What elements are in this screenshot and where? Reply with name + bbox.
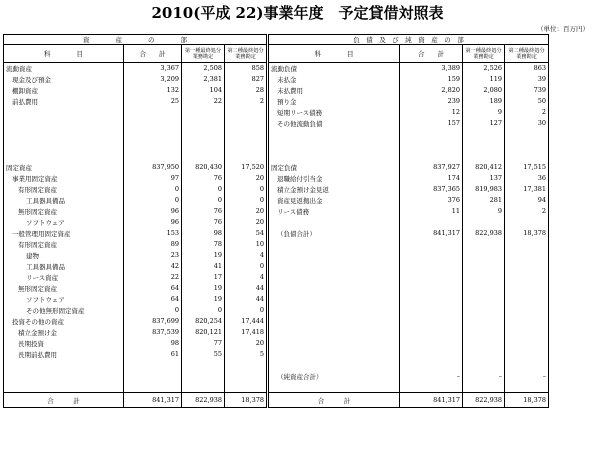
liab-sub1-value [463,217,505,228]
liab-sub1-value [463,261,505,272]
asset-item-label [4,360,124,371]
asset-total-value: 96 [124,217,182,228]
asset-total-value: 64 [124,283,182,294]
assets-grand-total: 841,317 [124,393,182,408]
asset-total-value: 97 [124,173,182,184]
liabilities-section-header: 負 債 及 び 純 資 産 の 部 [268,35,549,45]
liab-total-value [400,327,463,338]
asset-total-value: 89 [124,239,182,250]
liab-item-label: 退職給付引当金 [268,173,400,184]
asset-sub2-value [225,151,268,162]
liab-sub2-value [505,283,549,294]
asset-total-value: 22 [124,272,182,283]
asset-total-value: 837,699 [124,316,182,327]
table-row [4,382,549,393]
liab-sub2-value [505,327,549,338]
asset-item-label: 工具器具備品 [26,262,65,271]
asset-sub2-value: 44 [225,283,268,294]
column-header-row [4,45,549,63]
liab-total-value: 159 [400,74,463,85]
liab-total-value [400,360,463,371]
asset-item-label: リース資産 [26,273,59,282]
liab-item-label [268,129,400,140]
liab-item-label: 資産見返拠出金 [268,195,400,206]
asset-sub1-value: 2,508 [182,63,225,74]
assets-section-header: 資 産 の 部 [4,35,268,45]
liab-sub1-value [463,305,505,316]
liab-sub1-value [463,140,505,151]
asset-item-label: ソフトウェア [26,295,65,304]
liab-total-value [400,305,463,316]
liab-sub1-value: – [463,371,505,382]
liab-total-value [400,294,463,305]
liab-sub1-value [463,129,505,140]
asset-sub2-value: 20 [225,217,268,228]
liab-item-label: 積立金預け金見返 [268,184,400,195]
asset-sub1-value: 41 [182,261,225,272]
table-row [4,239,549,250]
asset-sub1-value: 22 [182,96,225,107]
liab-sub2-value [505,360,549,371]
asset-sub1-value: 19 [182,283,225,294]
liab-item-label: その他流動負債 [268,118,400,129]
table-row [4,195,549,206]
table-row [4,305,549,316]
liab-total-header: 合 計 [400,45,463,63]
asset-sub2-value: 10 [225,239,268,250]
liab-sub1-value [463,283,505,294]
asset-sub1-value: 104 [182,85,225,96]
page-title: 2010(平成 22)事業年度 予定貸借対照表 [151,4,444,22]
liab-sub2-value: – [505,371,549,382]
asset-total-value: 98 [124,338,182,349]
liab-item-label: 未払費用 [268,85,400,96]
asset-sub2-value: 54 [225,228,268,239]
liab-sub1-value: 819,983 [463,184,505,195]
liab-sub2-value [505,305,549,316]
liab-sub1-value: 127 [463,118,505,129]
asset-item-label [4,118,124,129]
asset-sub2-value: 17,520 [225,162,268,173]
liab-sub1-value [463,250,505,261]
table-row [4,261,549,272]
liab-item-label [268,151,400,162]
asset-sub2-value: 17,444 [225,316,268,327]
liab-total-value: 376 [400,195,463,206]
liab-sub1-value [463,382,505,393]
asset-sub1-value [182,107,225,118]
asset-sub2-value: 5 [225,349,268,360]
asset-total-value: 0 [124,195,182,206]
asset-sub1-value [182,360,225,371]
liab-sub1-header: 第一種最終処分業務勘定 [463,45,505,63]
liab-sub2-value: 2 [505,107,549,118]
liab-total-value [400,382,463,393]
liab-sub1-value [463,294,505,305]
liab-total-value [400,250,463,261]
liab-grand-total: 841,317 [400,393,463,408]
asset-item-label: 長期前払費用 [18,350,57,359]
table-row [4,96,549,107]
table-row [4,85,549,96]
asset-total-value: 837,950 [124,162,182,173]
table-row [4,338,549,349]
asset-sub2-value [225,129,268,140]
liab-item-label: 預り金 [268,96,400,107]
asset-item-label: 積立金預け金 [18,328,57,337]
asset-sub2-value: 17,418 [225,327,268,338]
liab-sub2-value: 2 [505,206,549,217]
asset-total-value: 42 [124,261,182,272]
liab-total-value [400,239,463,250]
asset-sub2-value: 858 [225,63,268,74]
liab-sub2-value: 863 [505,63,549,74]
table-row [4,327,549,338]
table-row [4,140,549,151]
liab-sub1-value [463,349,505,360]
liab-total-value [400,129,463,140]
liab-sub1-value: 822,938 [463,228,505,239]
asset-sub1-value: 76 [182,206,225,217]
liab-item-label: （純資産合計） [268,371,400,382]
asset-sub1-value: 98 [182,228,225,239]
liab-sub2-header: 第二種最終処分業務勘定 [505,45,549,63]
asset-sub1-value: 19 [182,294,225,305]
asset-sub1-value [182,151,225,162]
liab-total-label: 合 計 [268,393,400,408]
liab-total-value [400,338,463,349]
liab-total-value [400,151,463,162]
liab-item-label: リース債務 [268,206,400,217]
table-row [4,228,549,239]
asset-total-value: 25 [124,96,182,107]
table-row [4,129,549,140]
asset-sub1-value: 820,121 [182,327,225,338]
asset-total-value: 64 [124,294,182,305]
asset-total-value [124,382,182,393]
asset-item-label [4,151,124,162]
liab-sub2-value: 18,378 [505,228,549,239]
asset-total-value: 61 [124,349,182,360]
liab-item-label [268,338,400,349]
liab-total-value [400,349,463,360]
liab-total-value [400,140,463,151]
liab-item-label [268,283,400,294]
liab-sub2-total: 18,378 [505,393,549,408]
asset-total-value: 153 [124,228,182,239]
liab-sub2-value: 17,515 [505,162,549,173]
liab-sub1-value [463,272,505,283]
asset-sub1-value: 0 [182,184,225,195]
asset-item-label: その他無形固定資産 [26,306,85,315]
asset-total-value [124,129,182,140]
liab-item-label [268,382,400,393]
liab-item-label [268,360,400,371]
table-row [4,316,549,327]
asset-sub2-value: 0 [225,261,268,272]
liab-sub2-value [505,382,549,393]
table-row [4,107,549,118]
liab-sub1-total: 822,938 [463,393,505,408]
asset-item-label [4,140,124,151]
liab-total-value: 841,317 [400,228,463,239]
balance-sheet-table [3,34,549,408]
asset-sub1-value: 820,430 [182,162,225,173]
liab-total-value [400,217,463,228]
asset-total-value [124,140,182,151]
liab-sub1-value [463,338,505,349]
assets-sub2-header: 第二種最終処分業務勘定 [225,45,268,63]
asset-item-label: 無形固定資産 [18,207,57,216]
liab-item-label [268,349,400,360]
liab-total-value: 837,927 [400,162,463,173]
assets-item-header: 科 目 [4,45,124,63]
liab-sub2-value [505,294,549,305]
liab-sub2-value [505,217,549,228]
asset-total-value [124,151,182,162]
asset-sub1-value: 0 [182,305,225,316]
liab-sub1-value [463,327,505,338]
liab-sub2-value: 30 [505,118,549,129]
liab-sub2-value [505,239,549,250]
asset-total-value: 96 [124,206,182,217]
liab-item-label [268,272,400,283]
asset-total-value: 0 [124,305,182,316]
liab-sub2-value: 94 [505,195,549,206]
liab-total-value: – [400,371,463,382]
liab-sub1-value: 9 [463,107,505,118]
asset-sub1-value: 0 [182,195,225,206]
asset-sub1-value: 820,254 [182,316,225,327]
assets-sub1-header: 第一種最終処分業務勘定 [182,45,225,63]
liab-item-label [268,316,400,327]
liab-sub1-value: 820,412 [463,162,505,173]
assets-total-header: 合 計 [124,45,182,63]
asset-item-label: 投資その他の資産 [12,317,64,326]
asset-sub2-value: 2 [225,96,268,107]
asset-item-label: 長期投資 [18,339,44,348]
asset-sub1-value: 19 [182,250,225,261]
liab-sub2-value: 39 [505,74,549,85]
liab-sub1-value: 2,080 [463,85,505,96]
asset-sub2-value: 4 [225,250,268,261]
liab-item-label: 流動負債 [268,63,400,74]
asset-sub2-value [225,107,268,118]
asset-sub1-value [182,371,225,382]
asset-sub2-value: 0 [225,305,268,316]
liab-total-value: 157 [400,118,463,129]
asset-sub2-value: 827 [225,74,268,85]
liab-sub1-value: 2,526 [463,63,505,74]
table-row [4,173,549,184]
table-row [4,349,549,360]
table-row [4,250,549,261]
asset-sub1-value: 2,381 [182,74,225,85]
table-row [4,283,549,294]
asset-sub2-value [225,371,268,382]
liab-sub1-value: 281 [463,195,505,206]
asset-total-value: 837,539 [124,327,182,338]
asset-item-label: 建物 [26,251,39,260]
liab-sub1-value [463,239,505,250]
asset-item-label: 有形固定資産 [18,185,57,194]
asset-sub1-value: 77 [182,338,225,349]
liab-sub2-value: 36 [505,173,549,184]
asset-total-value [124,360,182,371]
asset-item-label: 工具器具備品 [26,196,65,205]
liab-sub1-value [463,316,505,327]
liab-total-value: 837,365 [400,184,463,195]
liab-total-value [400,283,463,294]
asset-sub2-value: 4 [225,272,268,283]
liab-item-label [268,217,400,228]
asset-sub1-value [182,140,225,151]
liab-item-label: 短期リース債務 [268,107,400,118]
liab-item-label [268,294,400,305]
liab-item-label [268,250,400,261]
table-row [4,360,549,371]
liab-item-label: （負債合計） [268,228,400,239]
liab-item-label [268,140,400,151]
asset-sub1-value: 78 [182,239,225,250]
asset-item-label: 前払費用 [12,97,38,106]
asset-sub2-value: 0 [225,195,268,206]
table-row [4,371,549,382]
asset-sub2-value: 28 [225,85,268,96]
liab-total-value [400,261,463,272]
table-row [4,118,549,129]
liab-total-value: 239 [400,96,463,107]
asset-sub2-value [225,118,268,129]
asset-item-label: 一般管理用固定資産 [12,229,71,238]
asset-item-label: 棚卸資産 [12,86,38,95]
asset-sub1-value [182,118,225,129]
liab-total-value [400,316,463,327]
asset-item-label: ソフトウェア [26,218,65,227]
asset-sub1-value: 55 [182,349,225,360]
liab-sub2-value: 17,381 [505,184,549,195]
asset-sub2-value [225,140,268,151]
liab-total-value: 11 [400,206,463,217]
assets-total-label: 合 計 [4,393,124,408]
unit-note: （単位：百万円） [537,25,589,33]
liab-sub2-value: 50 [505,96,549,107]
liab-item-header: 科 目 [268,45,400,63]
asset-sub1-value: 17 [182,272,225,283]
liab-sub2-value: 739 [505,85,549,96]
liab-sub2-value [505,129,549,140]
asset-total-value: 132 [124,85,182,96]
asset-sub1-value: 76 [182,217,225,228]
liab-item-label [268,239,400,250]
asset-item-label: 現金及び預金 [12,75,51,84]
liab-sub2-value [505,316,549,327]
asset-sub2-value: 20 [225,206,268,217]
liab-sub2-value [505,250,549,261]
table-row [4,217,549,228]
liab-sub1-value: 137 [463,173,505,184]
asset-total-value [124,107,182,118]
asset-total-value: 3,209 [124,74,182,85]
liab-sub1-value [463,360,505,371]
liab-sub2-value [505,151,549,162]
asset-sub1-value: 76 [182,173,225,184]
table-row [4,162,549,173]
asset-sub2-value: 44 [225,294,268,305]
liab-total-value: 3,389 [400,63,463,74]
asset-total-value: 3,367 [124,63,182,74]
liab-sub2-value [505,349,549,360]
totals-row [4,393,549,408]
asset-item-label [4,107,124,118]
table-row [4,272,549,283]
asset-item-label [4,371,124,382]
liab-sub2-value [505,272,549,283]
table-row [4,74,549,85]
asset-item-label [4,129,124,140]
liab-total-value [400,272,463,283]
liab-sub1-value: 9 [463,206,505,217]
liab-item-label [268,261,400,272]
asset-item-label: 無形固定資産 [18,284,57,293]
liab-sub2-value [505,338,549,349]
liab-item-label [268,327,400,338]
asset-total-value: 23 [124,250,182,261]
asset-total-value [124,371,182,382]
liab-item-label: 未払金 [268,74,400,85]
asset-item-label: 流動資産 [6,64,32,73]
liab-item-label [268,305,400,316]
liab-sub2-value [505,140,549,151]
asset-item-label [4,382,124,393]
asset-sub1-value [182,129,225,140]
section-header-row [4,35,549,45]
asset-sub2-value: 20 [225,338,268,349]
table-row [4,63,549,74]
liab-sub2-value [505,261,549,272]
asset-sub1-value [182,382,225,393]
asset-item-label: 事業用固定資産 [12,174,58,183]
table-row [4,294,549,305]
liab-total-value: 174 [400,173,463,184]
assets-sub2-total: 18,378 [225,393,268,408]
liab-sub1-value [463,151,505,162]
liab-total-value: 12 [400,107,463,118]
table-row [4,151,549,162]
asset-sub2-value [225,360,268,371]
asset-item-label: 有形固定資産 [18,240,57,249]
asset-sub2-value [225,382,268,393]
liab-total-value: 2,820 [400,85,463,96]
table-row [4,206,549,217]
asset-sub2-value: 20 [225,173,268,184]
liab-sub1-value: 119 [463,74,505,85]
asset-item-label: 固定資産 [6,163,32,172]
table-row [4,184,549,195]
asset-total-value [124,118,182,129]
liab-item-label: 固定負債 [268,162,400,173]
liab-sub1-value: 189 [463,96,505,107]
asset-sub2-value: 0 [225,184,268,195]
asset-total-value: 0 [124,184,182,195]
assets-sub1-total: 822,938 [182,393,225,408]
